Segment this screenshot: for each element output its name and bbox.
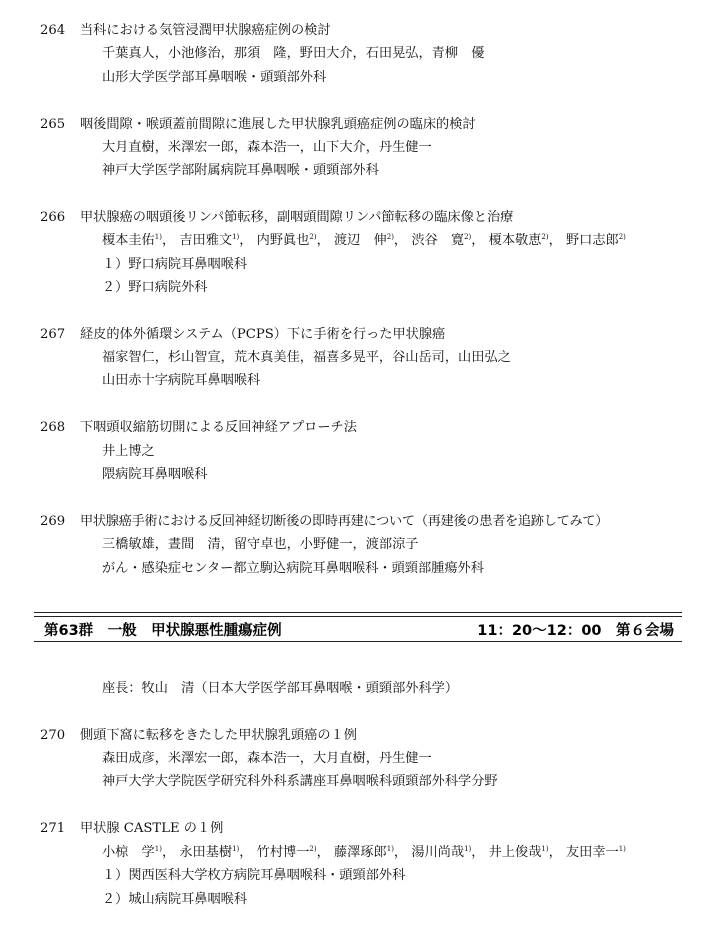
entry-number: 264 <box>40 23 66 38</box>
affiliation-mark: 2) <box>464 233 472 241</box>
author-name: 藤澤琢郎 <box>333 845 387 860</box>
entry-affiliation: １）関西医科大学枚方病院耳鼻咽喉科・頭頸部外科 <box>102 868 406 883</box>
affiliation-mark: 1) <box>386 845 394 853</box>
author-name: 渋谷 寛 <box>411 233 465 248</box>
entry-authors: 福家智仁，杉山智宣，荒木真美佳，福喜多晃平，谷山岳司，山田弘之 <box>102 350 511 365</box>
session-header <box>34 614 682 644</box>
entry-title: 甲状腺癌手術における反回神経切断後の即時再建について（再建後の患者を追跡してみて） <box>80 514 609 529</box>
author-name: 竹村博一 <box>256 845 310 860</box>
entry-number: 271 <box>40 821 66 836</box>
entry-affiliation: ２）野口病院外科 <box>102 280 208 295</box>
entry-affiliation: 山形大学医学部耳鼻咽喉・頭頸部外科 <box>102 70 327 85</box>
entry-affiliation: 山田赤十字病院耳鼻咽喉科 <box>102 373 261 388</box>
entry-affiliation: 神戸大学医学部附属病院耳鼻咽喉・頭頸部外科 <box>102 163 379 178</box>
author-separator: ， <box>471 233 485 248</box>
author-name: 永田基樹 <box>179 845 233 860</box>
affiliation-mark: 2) <box>386 233 394 241</box>
author-name: 榎本圭佑 <box>102 233 155 248</box>
author-separator: ， <box>393 233 408 248</box>
entry-title: 当科における気管浸潤甲状腺癌症例の検討 <box>80 23 331 38</box>
entry-number: 268 <box>40 420 66 435</box>
entry-number: 265 <box>40 117 66 132</box>
entry-affiliation: 隈病院耳鼻咽喉科 <box>102 467 208 482</box>
affiliation-mark: 1) <box>154 233 162 241</box>
affiliation-mark: 1) <box>541 845 549 853</box>
entry-authors <box>102 231 626 251</box>
entry-number: 267 <box>40 327 66 342</box>
author-name: 渡辺 伸 <box>333 233 387 248</box>
author-separator: ， <box>239 233 253 248</box>
author-name: 野口志郎 <box>565 233 619 248</box>
entry-affiliation: 神戸大学大学院医学研究科外科系講座耳鼻咽喉科頭頸部外科学分野 <box>102 774 498 789</box>
author-separator: ， <box>161 233 176 248</box>
entry-title: 側頭下窩に転移をきたした甲状腺乳頭癌の１例 <box>80 728 357 743</box>
author-name: 友田幸一 <box>565 845 619 860</box>
entry-affiliation: １）野口病院耳鼻咽喉科 <box>102 257 248 272</box>
author-separator: ， <box>316 845 330 860</box>
author-name: 井上俊哉 <box>488 845 542 860</box>
affiliation-mark: 2) <box>309 845 317 853</box>
entry-affiliation: ２）城山病院耳鼻咽喉科 <box>102 892 248 907</box>
author-name: 榎本敬恵 <box>488 233 542 248</box>
affiliation-mark: 2) <box>618 233 626 241</box>
entry-authors: 大月直樹，米澤宏一郎，森本浩一，山下大介，丹生健一 <box>102 140 432 155</box>
entry-authors: 井上博之 <box>102 444 155 459</box>
author-separator: ， <box>239 845 253 860</box>
affiliation-mark: 1) <box>464 845 472 853</box>
entry-authors <box>102 843 626 863</box>
author-separator: ， <box>548 845 562 860</box>
session-time: 11：20～12：00 第６会場 <box>477 623 674 639</box>
divider <box>34 612 682 613</box>
author-name: 湯川尚哉 <box>411 845 465 860</box>
entry-number: 266 <box>40 210 66 225</box>
author-separator: ， <box>161 845 176 860</box>
affiliation-mark: 1) <box>154 845 162 853</box>
entry-title: 甲状腺癌の咽頭後リンパ節転移，副咽頭間隙リンパ節転移の臨床像と治療 <box>80 210 514 225</box>
entry-authors: 三橋敏雄，晝間 清，留守卓也，小野健一，渡部涼子 <box>102 537 419 552</box>
affiliation-mark: 1) <box>618 845 626 853</box>
affiliation-mark: 1) <box>232 845 240 853</box>
affiliation-mark: 2) <box>541 233 549 241</box>
affiliation-mark: 2) <box>309 233 317 241</box>
entry-authors: 森田成彦，米澤宏一郎，森本浩一，大月直樹，丹生健一 <box>102 751 432 766</box>
author-separator: ， <box>548 233 562 248</box>
entry-authors: 千葉真人，小池修治，那須 隆，野田大介，石田晃弘，青柳 優 <box>102 46 485 61</box>
affiliation-mark: 1) <box>232 233 240 241</box>
divider <box>34 641 682 642</box>
entry-title: 経皮的体外循環システム（PCPS）下に手術を行った甲状腺癌 <box>80 327 446 342</box>
entry-affiliation: がん・感染症センター都立駒込病院耳鼻咽喉科・頭頸部腫瘍外科 <box>102 561 484 576</box>
author-name: 吉田雅文 <box>179 233 233 248</box>
author-name: 小椋 学 <box>102 845 155 860</box>
session-chair: 座長：牧山 清（日本大学医学部耳鼻咽喉・頭頸部外科学） <box>102 681 459 696</box>
author-separator: ， <box>471 845 485 860</box>
author-separator: ， <box>393 845 408 860</box>
entry-number: 269 <box>40 514 66 529</box>
entry-title: 甲状腺 CASTLE の１例 <box>80 821 224 836</box>
entry-title: 咽後間隙・喉頭蓋前間隙に進展した甲状腺乳頭癌症例の臨床的検討 <box>80 117 476 132</box>
session-label: 第63群 一般 甲状腺悪性腫瘍症例 <box>44 623 282 639</box>
entry-number: 270 <box>40 728 66 743</box>
author-separator: ， <box>316 233 330 248</box>
author-name: 内野眞也 <box>256 233 310 248</box>
entry-title: 下咽頭収縮筋切開による反回神経アプローチ法 <box>80 420 357 435</box>
